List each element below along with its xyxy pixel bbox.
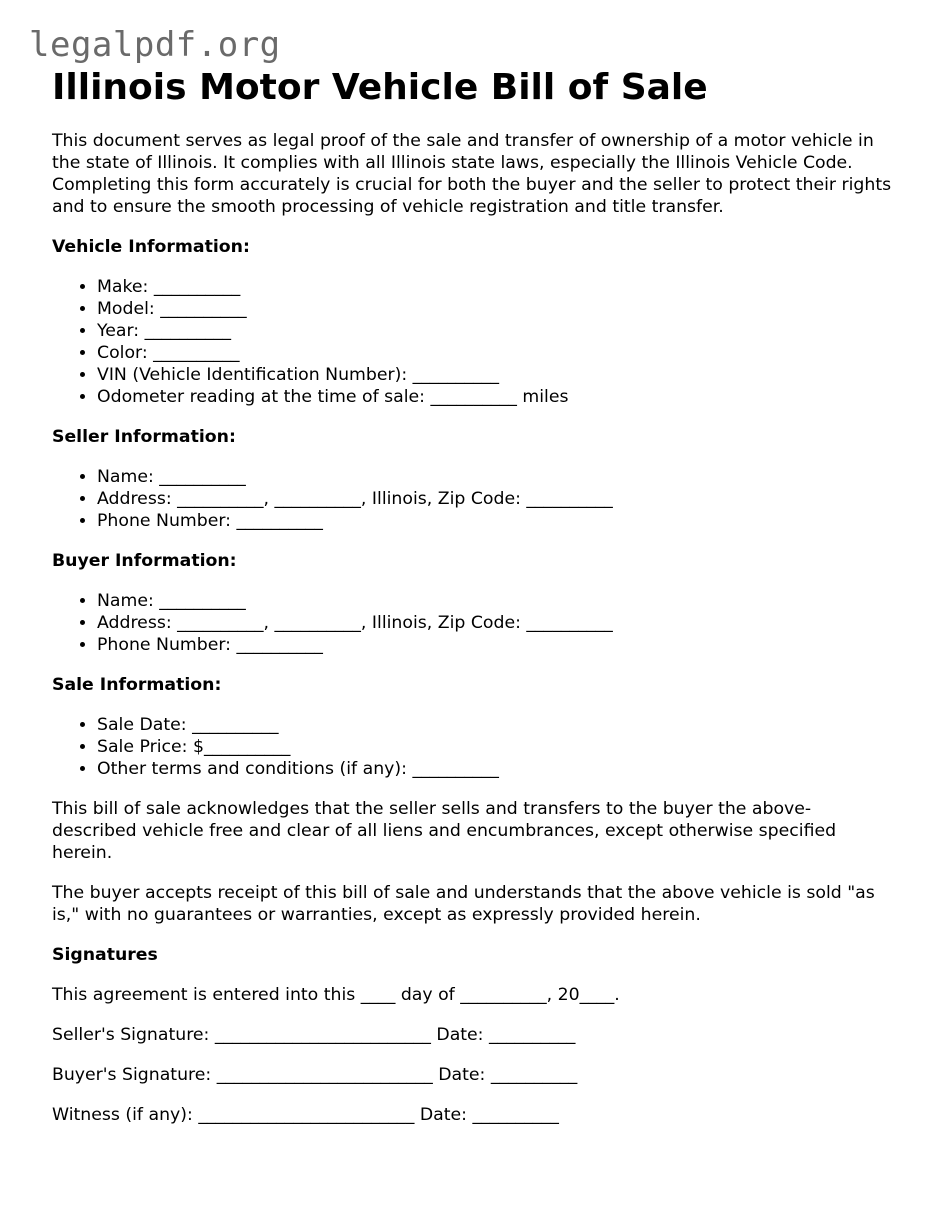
acknowledgement-paragraph: This bill of sale acknowledges that the seller sells and transfers to the buyer the above-described vehicle free and clear of all liens and encumbrances, except otherwise specified herein. [52,799,837,863]
seller-info-list [52,466,892,532]
document-body [52,66,892,1144]
watermark-logo: legalpdf.org [29,25,281,65]
intro-paragraph: This document serves as legal proof of the sale and transfer of ownership of a motor vehicle in the state of Illinois. It complies with all Illinois state laws, especially the Illinois Vehicle Code. Completing this form accurately is crucial for both the buyer and the seller to protect their rights and to ensure the smooth processing of vehicle registration and title transfer. [52,131,892,217]
list-item: • Sale Price: $__________ [97,736,892,758]
buyer-signature-line: Buyer's Signature: _________________________ Date: __________ [52,1065,578,1085]
list-item: • Address: __________, __________, Illinois, Zip Code: __________ [97,612,892,634]
buyer-info-heading: Buyer Information: [52,551,237,571]
vehicle-info-list [52,276,892,408]
list-item: • Odometer reading at the time of sale: __________ miles [97,386,892,408]
list-item: • Address: __________, __________, Illinois, Zip Code: __________ [97,488,892,510]
list-item: • Phone Number: __________ [97,510,892,532]
document-title: Illinois Motor Vehicle Bill of Sale [52,67,708,108]
list-item: • Name: __________ [97,590,892,612]
list-item: • Make: __________ [97,276,892,298]
sale-info-heading: Sale Information: [52,675,222,695]
buyer-info-list [52,590,892,656]
vehicle-info-heading: Vehicle Information: [52,237,250,257]
list-item: • Phone Number: __________ [97,634,892,656]
agreement-date-line: This agreement is entered into this ____ day of __________, 20____. [52,985,620,1005]
list-item: • Name: __________ [97,466,892,488]
list-item: • Year: __________ [97,320,892,342]
list-item: • VIN (Vehicle Identification Number): __________ [97,364,892,386]
signatures-heading: Signatures [52,945,158,965]
list-item: • Sale Date: __________ [97,714,892,736]
acceptance-paragraph: The buyer accepts receipt of this bill of sale and understands that the above vehicle is sold "as is," with no guarantees or warranties, except as expressly provided herein. [52,883,875,925]
seller-info-heading: Seller Information: [52,427,236,447]
list-item: • Color: __________ [97,342,892,364]
sale-info-list [52,714,892,780]
list-item: • Model: __________ [97,298,892,320]
list-item: • Other terms and conditions (if any): __________ [97,758,892,780]
witness-signature-line: Witness (if any): _________________________ Date: __________ [52,1105,559,1125]
seller-signature-line: Seller's Signature: _________________________ Date: __________ [52,1025,576,1045]
